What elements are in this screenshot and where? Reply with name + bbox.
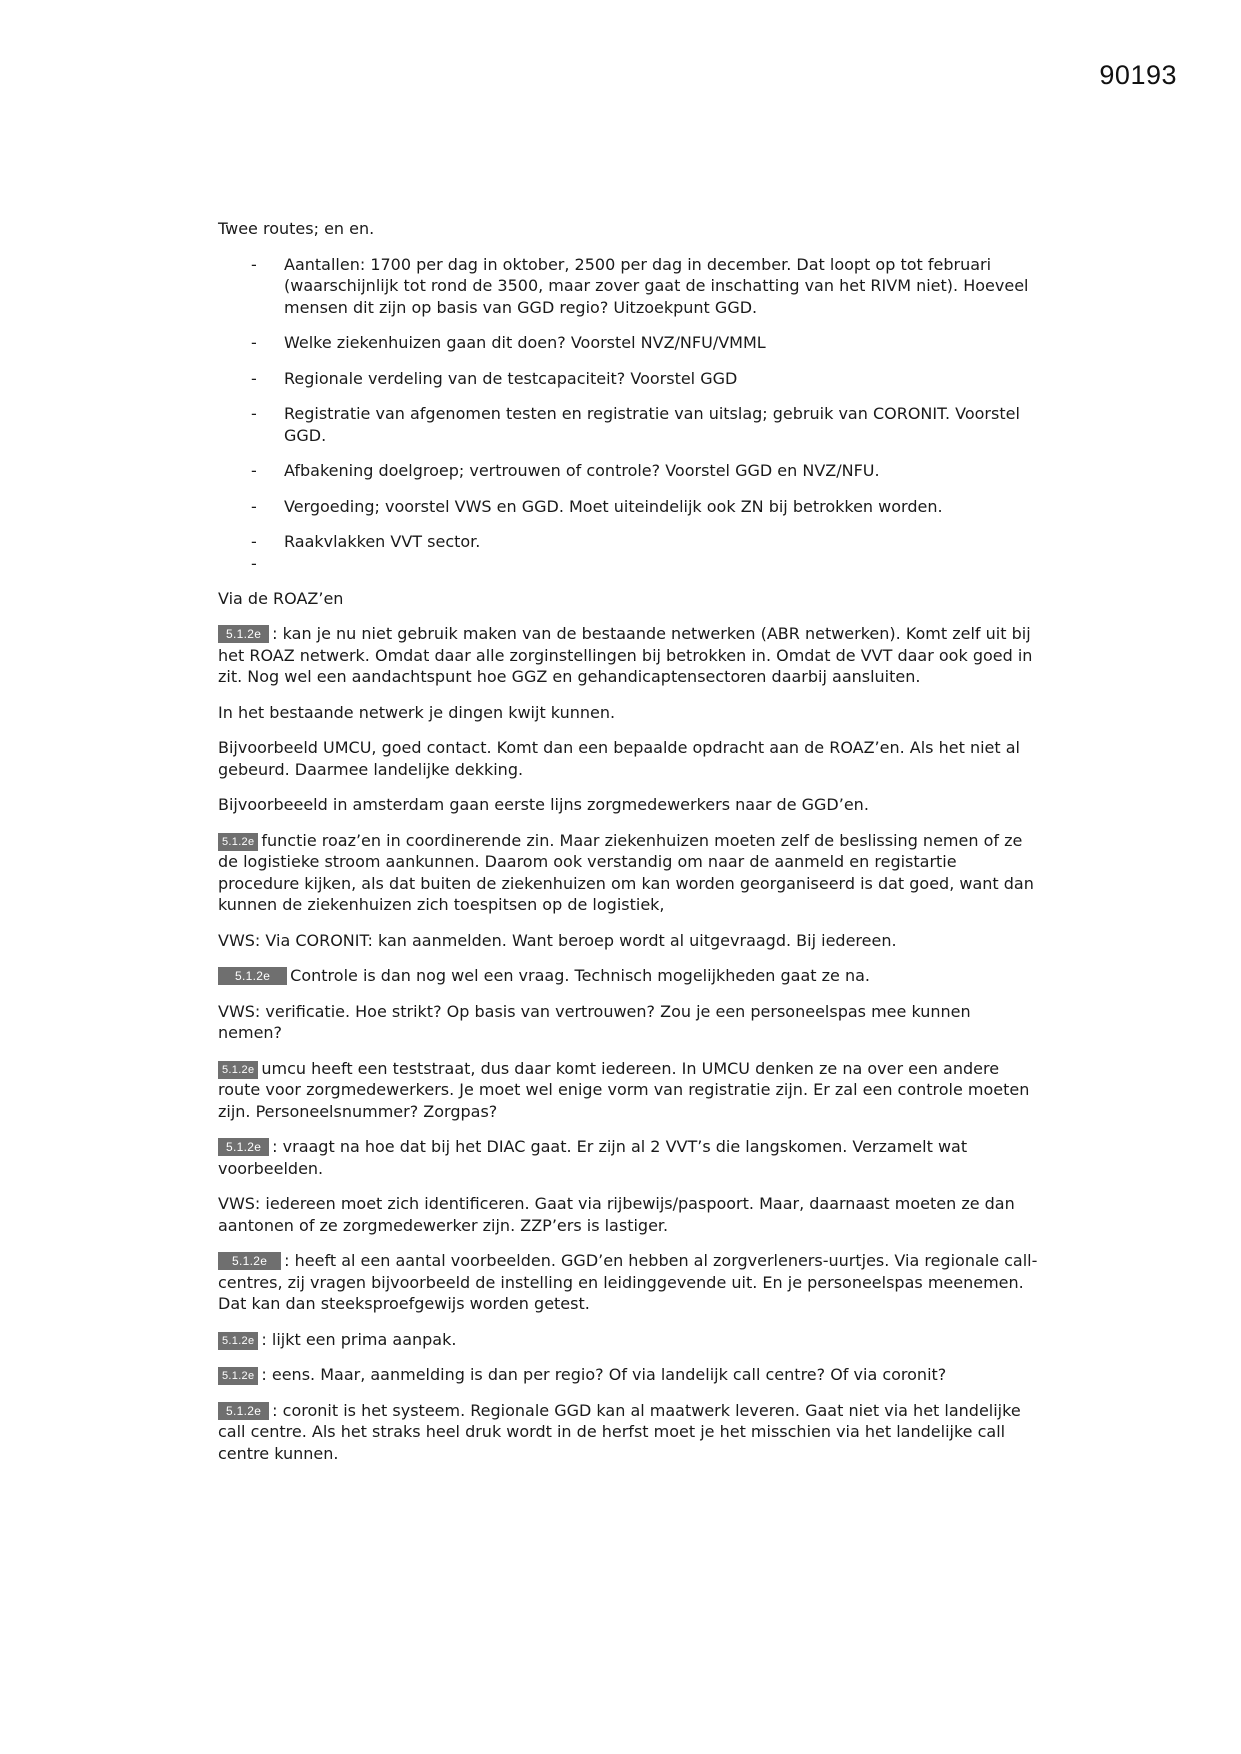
- paragraph: In het bestaande netwerk je dingen kwijt kunnen.: [218, 702, 616, 722]
- list-item: [218, 460, 1038, 482]
- paragraph-text: : kan je nu niet gebruik maken van de bestaande netwerken (ABR netwerken). Komt zelf uit bij het ROAZ netwerk. Omdat daar alle zorginstellingen bij betrokken in. Omdat de VVT daar ook goed in zit. Nog wel een aandachtspunt hoe GGZ en gehandicaptensectoren daarbij aansluiten.: [218, 624, 1033, 686]
- redaction-box: 5.1.2e: [218, 967, 287, 985]
- paragraph-text: umcu heeft een teststraat, dus daar komt iedereen. In UMCU denken ze na over een andere route voor zorgmedewerkers. Je moet wel enige vorm van registratie zijn. Er zal een controle moeten zijn. Personeelsnummer? Zorgpas?: [218, 1058, 1030, 1121]
- paragraph: [218, 830, 1038, 916]
- redaction-box: 5.1.2e: [218, 1367, 258, 1385]
- redaction-box: 5.1.2e: [218, 1332, 258, 1350]
- paragraph: [218, 965, 1038, 987]
- paragraph: Bijvoorbeeeld in amsterdam gaan eerste lijns zorgmedewerkers naar de GGD’en.: [218, 795, 869, 814]
- redaction-box: 5.1.2e: [218, 1402, 269, 1420]
- paragraph: Bijvoorbeeld UMCU, goed contact. Komt dan een bepaalde opdracht aan de ROAZ’en. Als het niet al gebeurd. Daarmee landelijke dekking.: [218, 738, 1020, 779]
- paragraph: [218, 1058, 1038, 1123]
- list-item-text: Vergoeding; voorstel VWS en GGD. Moet uiteindelijk ook ZN bij betrokken worden.: [284, 496, 943, 516]
- paragraph-text: Controle is dan nog wel een vraag. Technisch mogelijkheden gaat ze na.: [290, 966, 870, 985]
- bullet-list: [218, 254, 1038, 574]
- bullet-dash: -: [251, 254, 257, 274]
- list-item: [218, 254, 1038, 319]
- list-item-text: Welke ziekenhuizen gaan dit doen? Voorstel NVZ/NFU/VMML: [284, 333, 766, 352]
- bullet-dash: -: [251, 532, 257, 551]
- redaction-box: 5.1.2e: [218, 833, 258, 851]
- list-item: [218, 368, 1038, 390]
- paragraph: [218, 1329, 1038, 1351]
- bullet-dash: -: [251, 368, 257, 388]
- redaction-box: 5.1.2e: [218, 1138, 269, 1156]
- redaction-box: 5.1.2e: [218, 1252, 281, 1270]
- paragraph: [218, 1250, 1038, 1315]
- list-item-text: Raakvlakken VVT sector.: [284, 532, 481, 551]
- paragraph: [218, 1400, 1038, 1465]
- paragraph: [218, 623, 1038, 688]
- paragraph-text: : coronit is het systeem. Regionale GGD kan al maatwerk leveren. Gaat niet via het landelijke call centre. Als het straks heel druk wordt in de herfst moet je het misschien via het landelijke call centre kunnen.: [218, 1400, 1021, 1463]
- intro-paragraph: Twee routes; en en.: [218, 219, 375, 238]
- list-item-text: Registratie van afgenomen testen en registratie van uitslag; gebruik van CORONIT. Voorstel GGD.: [284, 404, 1020, 445]
- paragraph: VWS: iedereen moet zich identificeren. Gaat via rijbewijs/paspoort. Maar, daarnaast moeten ze dan aantonen of ze zorgmedewerker zijn. ZZP’ers is lastiger.: [218, 1194, 1015, 1235]
- list-item-text: Aantallen: 1700 per dag in oktober, 2500 per dag in december. Dat loopt op tot februari (waarschijnlijk tot rond de 3500, maar zover gaat de inschatting van het RIVM niet). Hoeveel mensen dit zijn op basis van GGD regio? Uitzoekpunt GGD.: [284, 254, 1029, 317]
- page-number: 90193: [1099, 60, 1177, 90]
- redaction-box: 5.1.2e: [218, 625, 269, 643]
- paragraph: [218, 1364, 1038, 1386]
- list-item-text: Regionale verdeling van de testcapaciteit? Voorstel GGD: [284, 368, 738, 388]
- bullet-dash: -: [251, 553, 257, 573]
- redaction-box: 5.1.2e: [218, 1061, 258, 1079]
- paragraph-text: : eens. Maar, aanmelding is dan per regio? Of via landelijk call centre? Of via coronit?: [261, 1365, 947, 1384]
- list-item-empty: [218, 553, 1038, 574]
- list-item: [218, 496, 1038, 518]
- paragraph: [218, 1136, 1038, 1179]
- paragraph-text: functie roaz’en in coordinerende zin. Maar ziekenhuizen moeten zelf de beslissing nemen of ze de logistieke stroom aankunnen. Daarom ook verstandig om naar de aanmeld en registartie procedure kijken, als dat buiten de ziekenhuizen om kan worden georganiseerd is dat goed, want dan kunnen de ziekenhuizen zich toespitsen op de logistiek,: [218, 830, 1034, 914]
- paragraph-text: : heeft al een aantal voorbeelden. GGD’en hebben al zorgverleners-uurtjes. Via regionale call-centres, zij vragen bijvoorbeeld de instelling en leidinggevende uit. En je personeelspas meenemen. Dat kan dan steeksproefgewijs worden getest.: [218, 1251, 1038, 1313]
- list-item: [218, 531, 1038, 553]
- paragraph: Via de ROAZ’en: [218, 588, 344, 608]
- list-item-text: Afbakening doelgroep; vertrouwen of controle? Voorstel GGD en NVZ/NFU.: [284, 461, 880, 480]
- list-item: [218, 332, 1038, 354]
- paragraph: VWS: Via CORONIT: kan aanmelden. Want beroep wordt al uitgevraagd. Bij iedereen.: [218, 930, 897, 950]
- list-item: [218, 403, 1038, 446]
- bullet-dash: -: [251, 461, 257, 480]
- paragraph: VWS: verificatie. Hoe strikt? Op basis van vertrouwen? Zou je een personeelspas mee kunnen nemen?: [218, 1001, 971, 1042]
- bullet-dash: -: [251, 333, 257, 352]
- paragraph-text: : vraagt na hoe dat bij het DIAC gaat. Er zijn al 2 VVT’s die langskomen. Verzamelt wat voorbeelden.: [218, 1137, 968, 1178]
- paragraph-text: : lijkt een prima aanpak.: [261, 1329, 457, 1349]
- bullet-dash: -: [251, 404, 257, 423]
- document-body: [218, 218, 1038, 1478]
- bullet-dash: -: [251, 496, 257, 516]
